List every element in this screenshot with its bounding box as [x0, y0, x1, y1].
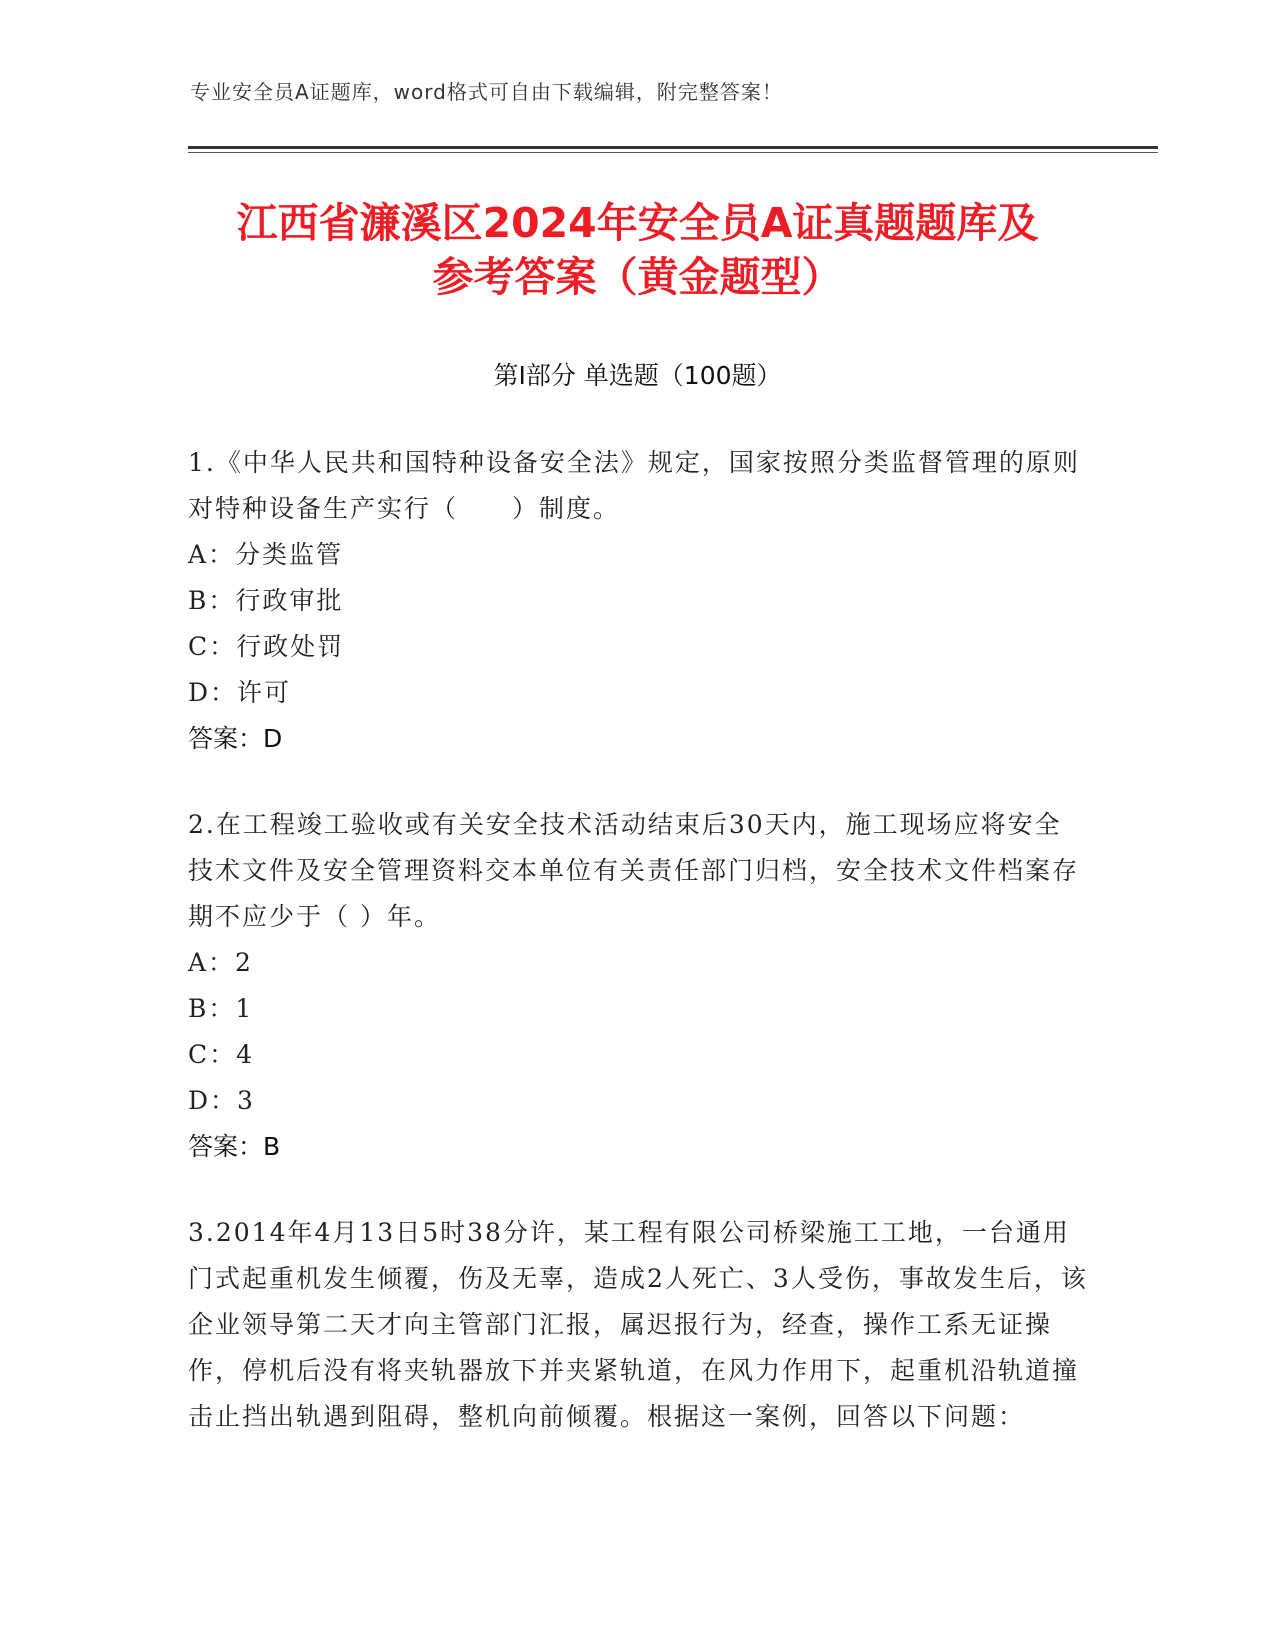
option-b: B：行政审批 — [188, 586, 344, 615]
question-3 — [188, 1210, 1088, 1440]
option-c: C：4 — [188, 1040, 255, 1069]
answer: 答案：D — [188, 724, 283, 753]
option-d: D：许可 — [188, 678, 292, 707]
option-b: B：1 — [188, 994, 254, 1023]
document-title — [160, 196, 1115, 304]
question-stem: 1.《中华人民共和国特种设备安全法》规定，国家按照分类监督管理的原则对特种设备生产实行（ ）制度。 — [188, 448, 1080, 523]
option-c: C：行政处罚 — [188, 632, 345, 661]
document-title-line-2: 参考答案（黄金题型） — [432, 253, 843, 301]
question-stem: 3.2014年4月13日5时38分许，某工程有限公司桥梁施工工地，一台通用门式起重机发生倾覆，伤及无辜，造成2人死亡、3人受伤，事故发生后，该企业领导第二天才向主管部门汇报，属迟报行为，经查，操作工系无证操作，停机后没有将夹轨器放下并夹紧轨道，在风力作用下，起重机沿轨道撞击止挡出轨遇到阻碍，整机向前倾覆。根据这一案例，回答以下问题： — [188, 1218, 1088, 1431]
question-stem: 2.在工程竣工验收或有关安全技术活动结束后30天内，施工现场应将安全技术文件及安全管理资料交本单位有关责任部门归档，安全技术文件档案存期不应少于（ ）年。 — [188, 810, 1080, 931]
option-a: A：分类监管 — [188, 540, 344, 569]
header-divider-thin — [188, 152, 1158, 153]
answer: 答案：B — [188, 1132, 281, 1161]
header-divider — [188, 146, 1158, 149]
question-2 — [188, 802, 1088, 1170]
document-title-line-1: 江西省濂溪区2024年安全员A证真题题库及 — [236, 199, 1039, 247]
question-1 — [188, 440, 1088, 762]
section-heading: 第I部分 单选题（100题） — [493, 361, 782, 390]
header-note: 专业安全员A证题库，word格式可自由下载编辑，附完整答案！ — [190, 80, 783, 104]
option-a: A：2 — [188, 948, 253, 977]
question-list — [188, 440, 1088, 1480]
option-d: D：3 — [188, 1086, 255, 1115]
